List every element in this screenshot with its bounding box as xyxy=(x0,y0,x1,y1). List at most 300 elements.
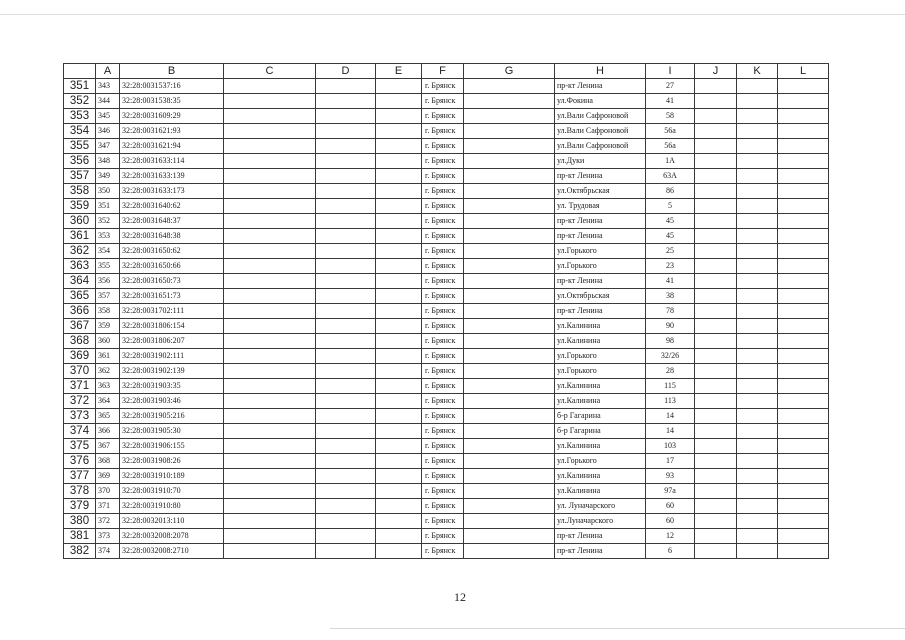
cell-l[interactable] xyxy=(778,94,829,109)
cell-l[interactable] xyxy=(778,199,829,214)
cell-a[interactable]: 374 xyxy=(96,544,120,559)
cell-a[interactable]: 373 xyxy=(96,529,120,544)
cell-cadastral-number[interactable]: 32:28:0031648:38 xyxy=(120,229,224,244)
cell-city[interactable]: г. Брянск xyxy=(422,379,464,394)
cell-cadastral-number[interactable]: 32:28:0031621:94 xyxy=(120,139,224,154)
cell-k[interactable] xyxy=(737,454,778,469)
cell-cadastral-number[interactable]: 32:28:0031633:173 xyxy=(120,184,224,199)
cell-a[interactable]: 352 xyxy=(96,214,120,229)
cell-e[interactable] xyxy=(376,109,422,124)
cell-a[interactable]: 347 xyxy=(96,139,120,154)
cell-street[interactable]: ул. Трудовая xyxy=(555,199,646,214)
cell-j[interactable] xyxy=(695,229,737,244)
cell-cadastral-number[interactable]: 32:28:0031903:35 xyxy=(120,379,224,394)
cell-k[interactable] xyxy=(737,184,778,199)
row-header[interactable]: 379 xyxy=(64,499,96,514)
cell-d[interactable] xyxy=(316,334,376,349)
cell-house-number[interactable]: 1А xyxy=(646,154,695,169)
cell-city[interactable]: г. Брянск xyxy=(422,109,464,124)
cell-k[interactable] xyxy=(737,544,778,559)
cell-e[interactable] xyxy=(376,79,422,94)
cell-cadastral-number[interactable]: 32:28:0031905:216 xyxy=(120,409,224,424)
cell-l[interactable] xyxy=(778,454,829,469)
cell-cadastral-number[interactable]: 32:28:0031650:62 xyxy=(120,244,224,259)
cell-k[interactable] xyxy=(737,199,778,214)
cell-l[interactable] xyxy=(778,109,829,124)
cell-l[interactable] xyxy=(778,259,829,274)
row-header[interactable]: 360 xyxy=(64,214,96,229)
cell-g[interactable] xyxy=(464,214,555,229)
cell-j[interactable] xyxy=(695,334,737,349)
cell-d[interactable] xyxy=(316,259,376,274)
cell-g[interactable] xyxy=(464,184,555,199)
column-header[interactable]: A xyxy=(96,64,120,79)
row-header[interactable]: 358 xyxy=(64,184,96,199)
cell-a[interactable]: 363 xyxy=(96,379,120,394)
cell-j[interactable] xyxy=(695,154,737,169)
cell-e[interactable] xyxy=(376,94,422,109)
cell-c[interactable] xyxy=(224,334,316,349)
cell-g[interactable] xyxy=(464,409,555,424)
cell-house-number[interactable]: 90 xyxy=(646,319,695,334)
row-header[interactable]: 365 xyxy=(64,289,96,304)
cell-j[interactable] xyxy=(695,424,737,439)
cell-street[interactable]: ул.Вали Сафроновой xyxy=(555,124,646,139)
column-header[interactable]: D xyxy=(316,64,376,79)
cell-c[interactable] xyxy=(224,109,316,124)
cell-k[interactable] xyxy=(737,364,778,379)
cell-j[interactable] xyxy=(695,304,737,319)
cell-j[interactable] xyxy=(695,469,737,484)
cell-cadastral-number[interactable]: 32:28:0031902:111 xyxy=(120,349,224,364)
cell-city[interactable]: г. Брянск xyxy=(422,184,464,199)
cell-k[interactable] xyxy=(737,214,778,229)
cell-l[interactable] xyxy=(778,544,829,559)
cell-c[interactable] xyxy=(224,139,316,154)
cell-a[interactable]: 353 xyxy=(96,229,120,244)
row-header[interactable]: 359 xyxy=(64,199,96,214)
cell-cadastral-number[interactable]: 32:28:0031903:46 xyxy=(120,394,224,409)
cell-c[interactable] xyxy=(224,349,316,364)
cell-c[interactable] xyxy=(224,379,316,394)
cell-street[interactable]: ул.Вали Сафроновой xyxy=(555,109,646,124)
cell-d[interactable] xyxy=(316,304,376,319)
cell-j[interactable] xyxy=(695,349,737,364)
cell-street[interactable]: ул.Калинина xyxy=(555,379,646,394)
cell-a[interactable]: 359 xyxy=(96,319,120,334)
cell-house-number[interactable]: 63А xyxy=(646,169,695,184)
cell-k[interactable] xyxy=(737,154,778,169)
cell-cadastral-number[interactable]: 32:28:0031806:154 xyxy=(120,319,224,334)
cell-a[interactable]: 366 xyxy=(96,424,120,439)
row-header[interactable]: 357 xyxy=(64,169,96,184)
cell-e[interactable] xyxy=(376,319,422,334)
cell-street[interactable]: пр-кт Ленина xyxy=(555,169,646,184)
cell-house-number[interactable]: 86 xyxy=(646,184,695,199)
cell-c[interactable] xyxy=(224,544,316,559)
cell-cadastral-number[interactable]: 32:28:0031651:73 xyxy=(120,289,224,304)
cell-cadastral-number[interactable]: 32:28:0031806:207 xyxy=(120,334,224,349)
cell-house-number[interactable]: 98 xyxy=(646,334,695,349)
cell-house-number[interactable]: 17 xyxy=(646,454,695,469)
cell-k[interactable] xyxy=(737,484,778,499)
cell-j[interactable] xyxy=(695,274,737,289)
cell-cadastral-number[interactable]: 32:28:0032013:110 xyxy=(120,514,224,529)
cell-g[interactable] xyxy=(464,259,555,274)
cell-l[interactable] xyxy=(778,424,829,439)
cell-street[interactable]: ул.Горького xyxy=(555,244,646,259)
row-header[interactable]: 356 xyxy=(64,154,96,169)
cell-g[interactable] xyxy=(464,349,555,364)
cell-city[interactable]: г. Брянск xyxy=(422,199,464,214)
cell-house-number[interactable]: 60 xyxy=(646,514,695,529)
cell-street[interactable]: ул.Калинина xyxy=(555,319,646,334)
cell-city[interactable]: г. Брянск xyxy=(422,139,464,154)
cell-c[interactable] xyxy=(224,394,316,409)
cell-l[interactable] xyxy=(778,79,829,94)
cell-c[interactable] xyxy=(224,439,316,454)
cell-j[interactable] xyxy=(695,394,737,409)
cell-house-number[interactable]: 97а xyxy=(646,484,695,499)
cell-a[interactable]: 358 xyxy=(96,304,120,319)
cell-l[interactable] xyxy=(778,529,829,544)
cell-cadastral-number[interactable]: 32:28:0032008:2078 xyxy=(120,529,224,544)
row-header[interactable]: 361 xyxy=(64,229,96,244)
cell-a[interactable]: 367 xyxy=(96,439,120,454)
row-header[interactable]: 370 xyxy=(64,364,96,379)
cell-d[interactable] xyxy=(316,289,376,304)
cell-e[interactable] xyxy=(376,424,422,439)
cell-e[interactable] xyxy=(376,169,422,184)
cell-c[interactable] xyxy=(224,319,316,334)
cell-cadastral-number[interactable]: 32:28:0031640:62 xyxy=(120,199,224,214)
cell-d[interactable] xyxy=(316,439,376,454)
cell-city[interactable]: г. Брянск xyxy=(422,79,464,94)
column-header[interactable]: E xyxy=(376,64,422,79)
cell-l[interactable] xyxy=(778,214,829,229)
column-header[interactable]: H xyxy=(555,64,646,79)
cell-d[interactable] xyxy=(316,79,376,94)
cell-street[interactable]: ул.Фокина xyxy=(555,94,646,109)
cell-a[interactable]: 356 xyxy=(96,274,120,289)
cell-c[interactable] xyxy=(224,184,316,199)
cell-d[interactable] xyxy=(316,169,376,184)
cell-a[interactable]: 351 xyxy=(96,199,120,214)
cell-j[interactable] xyxy=(695,259,737,274)
cell-house-number[interactable]: 6 xyxy=(646,544,695,559)
cell-l[interactable] xyxy=(778,394,829,409)
cell-street[interactable]: б-р Гагарина xyxy=(555,409,646,424)
cell-street[interactable]: ул.Горького xyxy=(555,259,646,274)
cell-cadastral-number[interactable]: 32:28:0031650:73 xyxy=(120,274,224,289)
cell-g[interactable] xyxy=(464,364,555,379)
cell-cadastral-number[interactable]: 32:28:0032008:2710 xyxy=(120,544,224,559)
cell-house-number[interactable]: 23 xyxy=(646,259,695,274)
cell-city[interactable]: г. Брянск xyxy=(422,544,464,559)
cell-cadastral-number[interactable]: 32:28:0031609:29 xyxy=(120,109,224,124)
cell-c[interactable] xyxy=(224,499,316,514)
cell-g[interactable] xyxy=(464,394,555,409)
cell-street[interactable]: б-р Гагарина xyxy=(555,424,646,439)
cell-e[interactable] xyxy=(376,394,422,409)
cell-g[interactable] xyxy=(464,79,555,94)
cell-house-number[interactable]: 12 xyxy=(646,529,695,544)
cell-house-number[interactable]: 41 xyxy=(646,274,695,289)
row-header[interactable]: 373 xyxy=(64,409,96,424)
cell-house-number[interactable]: 93 xyxy=(646,469,695,484)
row-header[interactable]: 363 xyxy=(64,259,96,274)
cell-cadastral-number[interactable]: 32:28:0031633:139 xyxy=(120,169,224,184)
cell-d[interactable] xyxy=(316,529,376,544)
cell-house-number[interactable]: 41 xyxy=(646,94,695,109)
cell-c[interactable] xyxy=(224,514,316,529)
cell-house-number[interactable]: 56а xyxy=(646,124,695,139)
cell-c[interactable] xyxy=(224,529,316,544)
cell-c[interactable] xyxy=(224,424,316,439)
cell-a[interactable]: 360 xyxy=(96,334,120,349)
cell-house-number[interactable]: 5 xyxy=(646,199,695,214)
cell-cadastral-number[interactable]: 32:28:0031910:189 xyxy=(120,469,224,484)
cell-j[interactable] xyxy=(695,184,737,199)
cell-d[interactable] xyxy=(316,454,376,469)
row-header[interactable]: 367 xyxy=(64,319,96,334)
row-header[interactable]: 374 xyxy=(64,424,96,439)
cell-d[interactable] xyxy=(316,544,376,559)
row-header[interactable]: 377 xyxy=(64,469,96,484)
cell-city[interactable]: г. Брянск xyxy=(422,439,464,454)
cell-d[interactable] xyxy=(316,484,376,499)
cell-city[interactable]: г. Брянск xyxy=(422,454,464,469)
cell-g[interactable] xyxy=(464,109,555,124)
cell-city[interactable]: г. Брянск xyxy=(422,394,464,409)
cell-l[interactable] xyxy=(778,154,829,169)
cell-a[interactable]: 370 xyxy=(96,484,120,499)
row-header[interactable]: 369 xyxy=(64,349,96,364)
cell-house-number[interactable]: 45 xyxy=(646,214,695,229)
cell-city[interactable]: г. Брянск xyxy=(422,124,464,139)
cell-j[interactable] xyxy=(695,544,737,559)
cell-l[interactable] xyxy=(778,244,829,259)
cell-cadastral-number[interactable]: 32:28:0031621:93 xyxy=(120,124,224,139)
cell-city[interactable]: г. Брянск xyxy=(422,214,464,229)
cell-j[interactable] xyxy=(695,289,737,304)
cell-c[interactable] xyxy=(224,289,316,304)
cell-e[interactable] xyxy=(376,244,422,259)
cell-g[interactable] xyxy=(464,334,555,349)
cell-c[interactable] xyxy=(224,124,316,139)
cell-j[interactable] xyxy=(695,214,737,229)
cell-city[interactable]: г. Брянск xyxy=(422,289,464,304)
cell-house-number[interactable]: 14 xyxy=(646,409,695,424)
cell-street[interactable]: пр-кт Ленина xyxy=(555,79,646,94)
cell-street[interactable]: пр-кт Ленина xyxy=(555,214,646,229)
column-header[interactable]: B xyxy=(120,64,224,79)
cell-city[interactable]: г. Брянск xyxy=(422,169,464,184)
cell-house-number[interactable]: 113 xyxy=(646,394,695,409)
cell-d[interactable] xyxy=(316,424,376,439)
cell-l[interactable] xyxy=(778,274,829,289)
cell-d[interactable] xyxy=(316,244,376,259)
row-header[interactable]: 375 xyxy=(64,439,96,454)
cell-street[interactable]: ул.Октябрьская xyxy=(555,289,646,304)
cell-e[interactable] xyxy=(376,214,422,229)
cell-city[interactable]: г. Брянск xyxy=(422,94,464,109)
cell-cadastral-number[interactable]: 32:28:0031908:26 xyxy=(120,454,224,469)
cell-a[interactable]: 371 xyxy=(96,499,120,514)
cell-house-number[interactable]: 28 xyxy=(646,364,695,379)
cell-cadastral-number[interactable]: 32:28:0031905:30 xyxy=(120,424,224,439)
cell-a[interactable]: 350 xyxy=(96,184,120,199)
cell-e[interactable] xyxy=(376,124,422,139)
cell-l[interactable] xyxy=(778,169,829,184)
cell-k[interactable] xyxy=(737,409,778,424)
cell-g[interactable] xyxy=(464,139,555,154)
cell-j[interactable] xyxy=(695,379,737,394)
cell-a[interactable]: 368 xyxy=(96,454,120,469)
cell-e[interactable] xyxy=(376,469,422,484)
corner-cell[interactable] xyxy=(64,64,96,79)
cell-cadastral-number[interactable]: 32:28:0031538:35 xyxy=(120,94,224,109)
cell-j[interactable] xyxy=(695,244,737,259)
cell-g[interactable] xyxy=(464,499,555,514)
cell-l[interactable] xyxy=(778,334,829,349)
cell-c[interactable] xyxy=(224,364,316,379)
row-header[interactable]: 368 xyxy=(64,334,96,349)
cell-j[interactable] xyxy=(695,484,737,499)
cell-house-number[interactable]: 58 xyxy=(646,109,695,124)
cell-e[interactable] xyxy=(376,229,422,244)
cell-j[interactable] xyxy=(695,439,737,454)
cell-j[interactable] xyxy=(695,364,737,379)
cell-a[interactable]: 346 xyxy=(96,124,120,139)
cell-c[interactable] xyxy=(224,94,316,109)
cell-j[interactable] xyxy=(695,79,737,94)
cell-k[interactable] xyxy=(737,394,778,409)
column-header[interactable]: K xyxy=(737,64,778,79)
cell-d[interactable] xyxy=(316,469,376,484)
cell-e[interactable] xyxy=(376,184,422,199)
cell-k[interactable] xyxy=(737,229,778,244)
cell-a[interactable]: 355 xyxy=(96,259,120,274)
cell-e[interactable] xyxy=(376,379,422,394)
cell-e[interactable] xyxy=(376,289,422,304)
cell-g[interactable] xyxy=(464,304,555,319)
cell-k[interactable] xyxy=(737,334,778,349)
cell-l[interactable] xyxy=(778,289,829,304)
cell-street[interactable]: ул.Калинина xyxy=(555,469,646,484)
cell-d[interactable] xyxy=(316,124,376,139)
column-header[interactable]: L xyxy=(778,64,829,79)
cell-cadastral-number[interactable]: 32:28:0031902:139 xyxy=(120,364,224,379)
row-header[interactable]: 381 xyxy=(64,529,96,544)
cell-city[interactable]: г. Брянск xyxy=(422,514,464,529)
cell-d[interactable] xyxy=(316,394,376,409)
cell-c[interactable] xyxy=(224,79,316,94)
cell-g[interactable] xyxy=(464,514,555,529)
cell-city[interactable]: г. Брянск xyxy=(422,529,464,544)
cell-d[interactable] xyxy=(316,379,376,394)
cell-a[interactable]: 348 xyxy=(96,154,120,169)
cell-g[interactable] xyxy=(464,469,555,484)
cell-e[interactable] xyxy=(376,544,422,559)
cell-house-number[interactable]: 78 xyxy=(646,304,695,319)
cell-e[interactable] xyxy=(376,334,422,349)
cell-street[interactable]: ул.Октябрьская xyxy=(555,184,646,199)
cell-d[interactable] xyxy=(316,274,376,289)
cell-k[interactable] xyxy=(737,349,778,364)
cell-e[interactable] xyxy=(376,154,422,169)
cell-g[interactable] xyxy=(464,154,555,169)
cell-g[interactable] xyxy=(464,529,555,544)
cell-cadastral-number[interactable]: 32:28:0031633:114 xyxy=(120,154,224,169)
cell-city[interactable]: г. Брянск xyxy=(422,424,464,439)
cell-k[interactable] xyxy=(737,259,778,274)
cell-street[interactable]: пр-кт Ленина xyxy=(555,544,646,559)
cell-cadastral-number[interactable]: 32:28:0031537:16 xyxy=(120,79,224,94)
cell-e[interactable] xyxy=(376,139,422,154)
cell-a[interactable]: 349 xyxy=(96,169,120,184)
cell-e[interactable] xyxy=(376,364,422,379)
cell-e[interactable] xyxy=(376,409,422,424)
cell-e[interactable] xyxy=(376,454,422,469)
cell-street[interactable]: пр-кт Ленина xyxy=(555,229,646,244)
cell-street[interactable]: пр-кт Ленина xyxy=(555,274,646,289)
cell-street[interactable]: пр-кт Ленина xyxy=(555,304,646,319)
cell-e[interactable] xyxy=(376,529,422,544)
cell-l[interactable] xyxy=(778,439,829,454)
row-header[interactable]: 382 xyxy=(64,544,96,559)
cell-d[interactable] xyxy=(316,184,376,199)
cell-city[interactable]: г. Брянск xyxy=(422,259,464,274)
cell-city[interactable]: г. Брянск xyxy=(422,319,464,334)
cell-house-number[interactable]: 103 xyxy=(646,439,695,454)
row-header[interactable]: 380 xyxy=(64,514,96,529)
cell-street[interactable]: ул.Калинина xyxy=(555,334,646,349)
cell-k[interactable] xyxy=(737,424,778,439)
cell-d[interactable] xyxy=(316,109,376,124)
cell-house-number[interactable]: 25 xyxy=(646,244,695,259)
cell-l[interactable] xyxy=(778,229,829,244)
cell-cadastral-number[interactable]: 32:28:0031702:111 xyxy=(120,304,224,319)
cell-street[interactable]: ул.Калинина xyxy=(555,394,646,409)
cell-street[interactable]: ул.Калинина xyxy=(555,484,646,499)
cell-cadastral-number[interactable]: 32:28:0031648:37 xyxy=(120,214,224,229)
cell-e[interactable] xyxy=(376,484,422,499)
cell-d[interactable] xyxy=(316,319,376,334)
row-header[interactable]: 351 xyxy=(64,79,96,94)
cell-c[interactable] xyxy=(224,169,316,184)
cell-c[interactable] xyxy=(224,259,316,274)
row-header[interactable]: 364 xyxy=(64,274,96,289)
cell-c[interactable] xyxy=(224,454,316,469)
cell-l[interactable] xyxy=(778,304,829,319)
cell-city[interactable]: г. Брянск xyxy=(422,154,464,169)
cell-c[interactable] xyxy=(224,484,316,499)
row-header[interactable]: 353 xyxy=(64,109,96,124)
cell-k[interactable] xyxy=(737,514,778,529)
cell-a[interactable]: 365 xyxy=(96,409,120,424)
cell-g[interactable] xyxy=(464,169,555,184)
cell-cadastral-number[interactable]: 32:28:0031650:66 xyxy=(120,259,224,274)
cell-a[interactable]: 364 xyxy=(96,394,120,409)
cell-cadastral-number[interactable]: 32:28:0031910:70 xyxy=(120,484,224,499)
cell-k[interactable] xyxy=(737,244,778,259)
cell-a[interactable]: 345 xyxy=(96,109,120,124)
cell-k[interactable] xyxy=(737,379,778,394)
cell-l[interactable] xyxy=(778,364,829,379)
cell-d[interactable] xyxy=(316,139,376,154)
cell-a[interactable]: 357 xyxy=(96,289,120,304)
